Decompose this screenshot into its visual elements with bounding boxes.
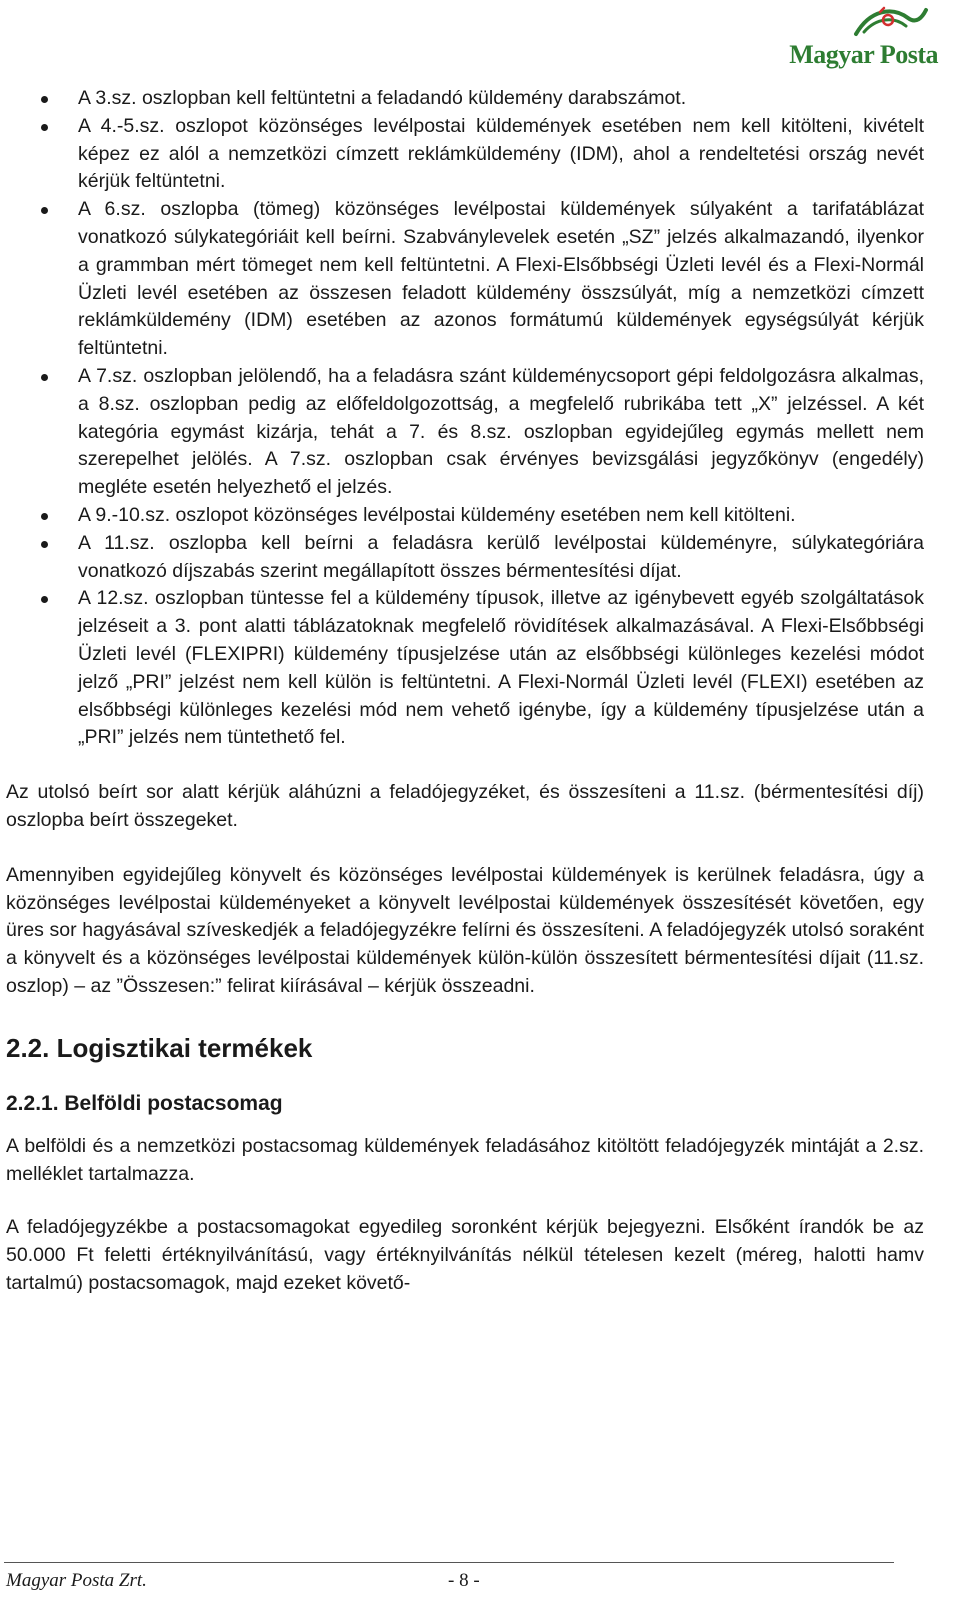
list-item: A 11.sz. oszlopba kell beírni a feladásra kerülő levélpostai küldeményre, súlykategóriára vonatkozó díjszabás szerint megállapított összes bérmentesítési díjat. bbox=[6, 530, 924, 586]
list-item: A 4.-5.sz. oszlopot közönséges levélpostai küldemények esetében nem kell kitölteni, kivételt képez ez alól a nemzetközi címzett reklámküldemény (IDM), ahol a rendeltetési ország nevét kérjük feltüntetni. bbox=[6, 113, 924, 196]
paragraph-mixed-items: Amennyiben egyidejűleg könyvelt és közönséges levélpostai küldemények is kerülnek feladásra, úgy a közönséges levélpostai küldeményeket a könyvelt levélpostai küldemények összesítését követően, egy üres sor hagyásával szíveskedjék a feladójegyzékre felírni és összesíteni. A feladójegyzék utolsó soraként a könyvelt és a közönséges levélpostai küldemények külön-külön összesített bérmentesítési díjait (11.sz. oszlop) – az ”Összesen:” felirat kiírásával – kérjük összeadni. bbox=[6, 863, 924, 997]
paragraph-parcel-sample: A belföldi és a nemzetközi postacsomag küldemények feladásához kitöltött feladójegyzék mintáját a 2.sz. melléklet tartalmazza. bbox=[6, 1134, 924, 1185]
list-item: A 3.sz. oszlopban kell feltüntetni a feladandó küldemény darabszámot. bbox=[6, 85, 924, 113]
instruction-list bbox=[6, 85, 924, 752]
post-horn-icon bbox=[850, 4, 930, 44]
subsection-heading: 2.2.1. Belföldi postacsomag bbox=[6, 1091, 283, 1115]
paragraph-parcel-entry: A feladójegyzékbe a postacsomagokat egyedileg soronként kérjük bejegyezni. Elsőként írandók be az 50.000 Ft feletti értéknyilvánítású, vagy értéknyilvánítás nélkül tételesen kezelt (méreg, halotti hamv tartalmú) postacsomagok, majd ezeket követő- bbox=[6, 1216, 924, 1294]
document-body bbox=[6, 85, 924, 1298]
footer-divider bbox=[4, 1562, 894, 1563]
paragraph-underline-summary: Az utolsó beírt sor alatt kérjük aláhúzni a feladójegyzéket, és összesíteni a 11.sz. (bérmentesítési díj) oszlopba beírt összegeket. bbox=[6, 781, 924, 831]
list-item: A 7.sz. oszlopban jelölendő, ha a feladásra szánt küldeménycsoport gépi feldolgozásra alkalmas, a 8.sz. oszlopban pedig az előfeldolgozottság, a megfelelő rubrikába tett „X” jelzéssel. A két kategória egymást kizárja, tehát a 7. és 8.sz. oszlopban egyidejűleg egymás mellett nem szerepelhet jelölés. A 7.sz. oszlopban csak érvényes bevizsgálási jegyzőkönyv (engedély) megléte esetén helyezhető el jelzés. bbox=[6, 363, 924, 502]
list-item: A 12.sz. oszlopban tüntesse fel a küldemény típusok, illetve az igénybevett egyéb szolgáltatások jelzéseit a 3. pont alatti táblázatoknak megfelelő rövidítések alkalmazásával. A Flexi-Elsőbbségi Üzleti levél (FLEXIPRI) küldemény típusjelzése után az elsőbbségi különleges kezelési módot jelző „PRI” jelzést nem kell külön is feltüntetni. A Flexi-Normál Üzleti levél (FLEXI) esetében az elsőbbségi különleges kezelési mód nem vehető igénybe, így a küldemény típusjelzése után a „PRI” jelzés nem tüntethető fel. bbox=[6, 585, 924, 752]
section-heading: 2.2. Logisztikai termékek bbox=[6, 1032, 313, 1063]
logo-wordmark: Magyar Posta bbox=[789, 40, 938, 69]
magyar-posta-logo bbox=[788, 4, 938, 74]
page-number: - 8 - bbox=[448, 1570, 480, 1591]
list-item: A 9.-10.sz. oszlopot közönséges levélpostai küldemény esetében nem kell kitölteni. bbox=[6, 502, 924, 530]
list-item: A 6.sz. oszlopba (tömeg) közönséges levélpostai küldemények súlyaként a tarifatáblázat vonatkozó súlykategóriáit kell beírni. Szabványlevelek esetén „SZ” jelzés alkalmazandó, ilyenkor a grammban mért tömeget nem kell feltüntetni. A Flexi-Elsőbbségi Üzleti levél és a Flexi-Normál Üzleti levél esetében az összesen feladott küldemény összsúlyát, míg a nemzetközi címzett reklámküldemény (IDM) esetében az azonos formátumú küldemények egységsúlyát kérjük feltüntetni. bbox=[6, 196, 924, 363]
footer-company: Magyar Posta Zrt. bbox=[6, 1570, 147, 1591]
